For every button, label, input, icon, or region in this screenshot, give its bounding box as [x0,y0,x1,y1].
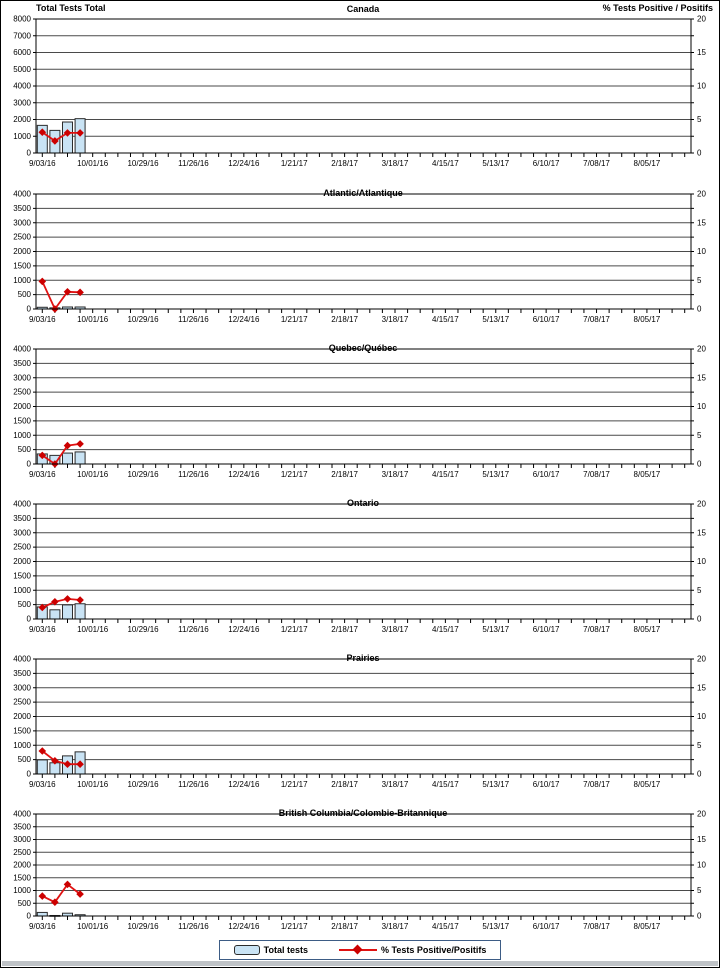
svg-text:12/24/16: 12/24/16 [228,315,260,324]
svg-text:0: 0 [697,304,702,314]
svg-text:5: 5 [697,740,702,750]
svg-text:5/13/17: 5/13/17 [482,315,510,324]
svg-text:10/01/16: 10/01/16 [77,470,109,479]
svg-text:4/15/17: 4/15/17 [432,780,459,789]
svg-text:1500: 1500 [13,571,31,581]
svg-text:1000: 1000 [13,886,31,895]
svg-text:10: 10 [697,712,706,721]
total-tests-bar [62,605,72,619]
svg-text:1/21/17: 1/21/17 [280,159,308,168]
svg-text:20: 20 [697,344,706,354]
svg-text:7000: 7000 [13,31,31,41]
chart-block-canada [1,1,719,179]
svg-text:10/29/16: 10/29/16 [127,922,159,931]
svg-text:11/26/16: 11/26/16 [178,159,209,168]
svg-text:1500: 1500 [13,261,31,271]
svg-text:10/29/16: 10/29/16 [127,625,159,634]
pct-positive-marker-icon [38,278,46,286]
pct-positive-marker-icon [76,440,84,448]
svg-text:0: 0 [697,148,702,158]
svg-text:11/26/16: 11/26/16 [178,780,209,789]
svg-text:2500: 2500 [13,697,31,707]
svg-text:11/26/16: 11/26/16 [178,315,209,324]
legend-diamond-marker-icon [353,944,363,954]
total-tests-bar-swatch [234,945,260,955]
svg-text:500: 500 [17,445,31,455]
svg-text:1500: 1500 [13,726,31,736]
svg-text:9/03/16: 9/03/16 [28,315,56,324]
svg-text:5/13/17: 5/13/17 [482,470,510,479]
svg-text:3500: 3500 [13,822,31,832]
svg-text:5: 5 [697,430,702,440]
svg-text:3000: 3000 [13,373,31,383]
svg-text:15: 15 [697,373,706,383]
svg-text:3/18/17: 3/18/17 [381,780,409,789]
legend-item-total-tests [234,945,308,955]
chart-legend [219,940,502,960]
svg-text:8000: 8000 [13,14,31,24]
svg-text:3/18/17: 3/18/17 [381,470,409,479]
svg-text:6/10/17: 6/10/17 [532,159,560,168]
svg-text:0: 0 [26,459,31,469]
svg-text:12/24/16: 12/24/16 [228,922,260,931]
pct-positive-line [42,599,80,608]
svg-text:2500: 2500 [13,542,31,552]
total-tests-bar [62,122,72,153]
svg-text:1/21/17: 1/21/17 [280,780,308,789]
svg-text:3000: 3000 [13,218,31,228]
svg-text:9/03/16: 9/03/16 [28,922,56,931]
svg-text:2000: 2000 [13,557,31,566]
svg-text:7/08/17: 7/08/17 [583,159,610,168]
svg-text:2000: 2000 [13,860,31,870]
svg-text:500: 500 [17,898,31,908]
svg-text:500: 500 [17,600,31,610]
chart-title-british-columbia: British Columbia/Colombie-Britannique [278,808,448,818]
total-tests-bar [37,912,47,916]
ontario-chart-plot [1,489,719,644]
quebec-chart-plot [1,334,719,489]
chart-title-atlantic: Atlantic/Atlantique [323,188,403,198]
svg-text:6000: 6000 [13,48,31,57]
svg-text:10/01/16: 10/01/16 [77,922,109,931]
svg-text:7/08/17: 7/08/17 [583,922,610,931]
svg-text:4/15/17: 4/15/17 [432,315,459,324]
pct-positive-line [42,884,80,902]
svg-text:20: 20 [697,189,706,199]
svg-text:0: 0 [26,148,31,158]
svg-text:2/18/17: 2/18/17 [331,470,358,479]
svg-text:15: 15 [697,48,706,57]
svg-text:4/15/17: 4/15/17 [432,922,459,931]
pct-positive-marker-icon [76,596,84,604]
svg-text:9/03/16: 9/03/16 [28,159,56,168]
svg-text:2/18/17: 2/18/17 [331,625,358,634]
svg-text:6/10/17: 6/10/17 [532,780,560,789]
svg-text:5000: 5000 [13,64,31,74]
svg-text:0: 0 [26,769,31,779]
svg-text:8/05/17: 8/05/17 [633,159,661,168]
svg-text:0: 0 [697,911,702,921]
svg-text:6/10/17: 6/10/17 [532,922,560,931]
pct-positive-line [42,751,80,764]
svg-text:2/18/17: 2/18/17 [331,315,358,324]
svg-text:10/01/16: 10/01/16 [77,780,109,789]
svg-text:11/26/16: 11/26/16 [178,922,209,931]
svg-text:2000: 2000 [13,712,31,721]
svg-text:2500: 2500 [13,232,31,242]
svg-text:2500: 2500 [13,847,31,857]
svg-text:11/26/16: 11/26/16 [178,470,209,479]
svg-text:7/08/17: 7/08/17 [583,315,610,324]
svg-text:5: 5 [697,275,702,285]
svg-text:8/05/17: 8/05/17 [633,470,661,479]
svg-text:10/29/16: 10/29/16 [127,470,159,479]
svg-text:5/13/17: 5/13/17 [482,625,510,634]
svg-text:10/01/16: 10/01/16 [77,315,109,324]
left-axis-title: Total Tests Total [36,3,106,13]
svg-text:4/15/17: 4/15/17 [432,159,459,168]
svg-text:15: 15 [697,835,706,844]
svg-text:3500: 3500 [13,203,31,213]
svg-text:8/05/17: 8/05/17 [633,625,661,634]
svg-text:5/13/17: 5/13/17 [482,780,510,789]
svg-text:3000: 3000 [13,835,31,844]
svg-text:10/29/16: 10/29/16 [127,315,159,324]
svg-text:8/05/17: 8/05/17 [633,922,661,931]
prairies-chart-plot [1,644,719,799]
svg-text:15: 15 [697,218,706,228]
svg-text:10: 10 [697,247,706,256]
svg-text:6/10/17: 6/10/17 [532,315,560,324]
svg-text:0: 0 [697,614,702,624]
chart-title-quebec: Quebec/Québec [328,343,398,353]
svg-text:10: 10 [697,860,706,870]
svg-text:20: 20 [697,499,706,509]
svg-text:6/10/17: 6/10/17 [532,470,560,479]
chart-block-atlantic [1,179,719,334]
svg-text:10/01/16: 10/01/16 [77,625,109,634]
svg-text:15: 15 [697,683,706,693]
svg-text:9/03/16: 9/03/16 [28,470,56,479]
svg-text:20: 20 [697,809,706,819]
svg-text:12/24/16: 12/24/16 [228,159,260,168]
svg-text:3/18/17: 3/18/17 [381,315,409,324]
svg-text:3500: 3500 [13,358,31,368]
svg-text:10/01/16: 10/01/16 [77,159,109,168]
svg-text:10: 10 [697,81,706,91]
british-columbia-chart-plot [1,799,719,931]
svg-text:4000: 4000 [13,81,31,91]
legend-total-tests-label: Total tests [263,944,308,955]
svg-text:2500: 2500 [13,387,31,397]
pct-positive-line-swatch [339,945,377,955]
svg-text:1000: 1000 [13,430,31,440]
svg-text:2/18/17: 2/18/17 [331,922,358,931]
svg-text:12/24/16: 12/24/16 [228,625,260,634]
svg-text:7/08/17: 7/08/17 [583,625,610,634]
svg-text:1000: 1000 [13,740,31,750]
svg-text:7/08/17: 7/08/17 [583,470,610,479]
right-axis-title: % Tests Positive / Positifs [602,3,713,13]
svg-text:0: 0 [697,459,702,469]
svg-text:1500: 1500 [13,416,31,426]
chart-title-canada: Canada [346,4,380,14]
svg-text:1/21/17: 1/21/17 [280,315,308,324]
svg-text:5: 5 [697,115,702,124]
total-tests-bar [37,760,47,774]
svg-text:1000: 1000 [13,585,31,595]
svg-text:4000: 4000 [13,344,31,354]
svg-text:2/18/17: 2/18/17 [331,159,358,168]
svg-text:1/21/17: 1/21/17 [280,922,308,931]
svg-text:12/24/16: 12/24/16 [228,470,260,479]
chart-block-british-columbia [1,799,719,931]
svg-text:10: 10 [697,402,706,411]
svg-text:4000: 4000 [13,809,31,819]
svg-text:3500: 3500 [13,513,31,523]
svg-text:3000: 3000 [13,528,31,538]
svg-text:5: 5 [697,585,702,595]
canada-chart-plot [1,1,719,179]
chart-title-ontario: Ontario [346,498,379,508]
svg-text:6/10/17: 6/10/17 [532,625,560,634]
svg-text:3/18/17: 3/18/17 [381,625,409,634]
svg-text:4/15/17: 4/15/17 [432,470,459,479]
legend-pct-positive-label: % Tests Positive/Positifs [380,944,487,955]
svg-text:4000: 4000 [13,499,31,509]
svg-text:1/21/17: 1/21/17 [280,470,308,479]
chart-block-quebec [1,334,719,489]
svg-text:3/18/17: 3/18/17 [381,159,409,168]
pct-positive-line [42,281,80,309]
svg-text:0: 0 [26,614,31,624]
svg-text:3000: 3000 [13,98,31,108]
svg-text:7/08/17: 7/08/17 [583,780,610,789]
svg-text:2/18/17: 2/18/17 [331,780,358,789]
pct-positive-marker-icon [38,892,46,900]
svg-text:10/29/16: 10/29/16 [127,780,159,789]
svg-text:8/05/17: 8/05/17 [633,315,661,324]
svg-text:20: 20 [697,14,706,24]
chart-title-prairies: Prairies [346,653,380,663]
svg-text:2000: 2000 [13,115,31,124]
svg-text:20: 20 [697,654,706,664]
pct-positive-line [42,444,80,464]
total-tests-bar [75,604,85,619]
svg-text:0: 0 [697,769,702,779]
legend-item-pct-positive [339,945,486,955]
svg-text:0: 0 [26,911,31,921]
chart-block-ontario [1,489,719,644]
svg-text:2000: 2000 [13,247,31,256]
svg-text:5/13/17: 5/13/17 [482,922,510,931]
svg-text:3/18/17: 3/18/17 [381,922,409,931]
svg-text:10/29/16: 10/29/16 [127,159,159,168]
total-tests-bar [75,452,85,464]
svg-text:4000: 4000 [13,189,31,199]
svg-text:8/05/17: 8/05/17 [633,780,661,789]
svg-text:12/24/16: 12/24/16 [228,780,260,789]
svg-text:500: 500 [17,755,31,765]
svg-text:10: 10 [697,557,706,566]
svg-text:11/26/16: 11/26/16 [178,625,209,634]
svg-text:5/13/17: 5/13/17 [482,159,510,168]
chart-block-prairies [1,644,719,799]
svg-text:4000: 4000 [13,654,31,664]
atlantic-chart-plot [1,179,719,334]
total-tests-bar [62,453,72,464]
svg-text:1000: 1000 [13,131,31,141]
svg-text:1500: 1500 [13,873,31,883]
svg-text:0: 0 [26,304,31,314]
svg-text:1/21/17: 1/21/17 [280,625,308,634]
svg-text:1000: 1000 [13,275,31,285]
pct-positive-marker-icon [64,595,72,603]
svg-text:9/03/16: 9/03/16 [28,625,56,634]
svg-text:3500: 3500 [13,668,31,678]
svg-text:5: 5 [697,886,702,895]
total-tests-bar [50,610,60,619]
svg-text:500: 500 [17,290,31,300]
svg-text:3000: 3000 [13,683,31,693]
bottom-edge-strip [2,961,718,966]
svg-text:2000: 2000 [13,402,31,411]
svg-text:4/15/17: 4/15/17 [432,625,459,634]
svg-text:9/03/16: 9/03/16 [28,780,56,789]
svg-text:15: 15 [697,528,706,538]
